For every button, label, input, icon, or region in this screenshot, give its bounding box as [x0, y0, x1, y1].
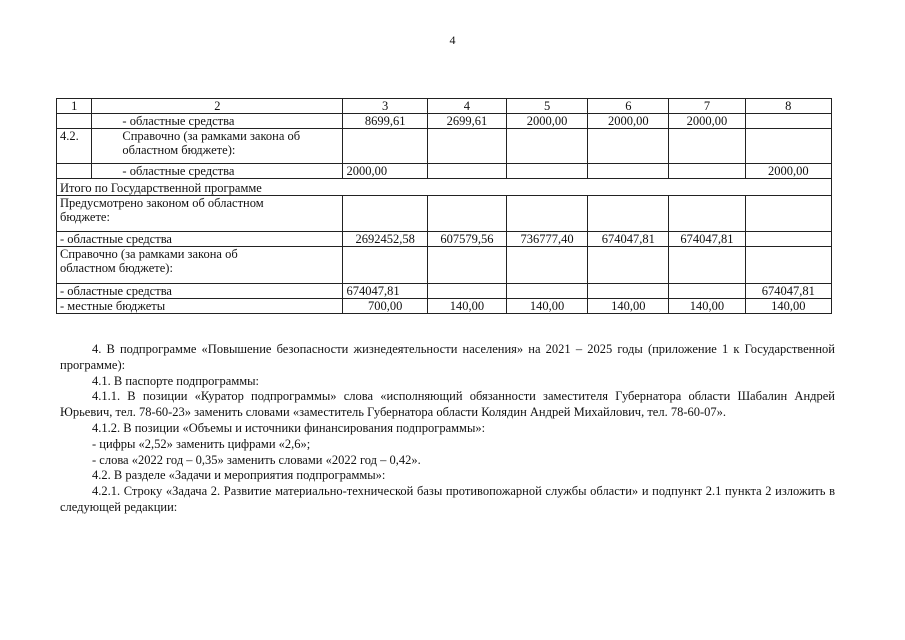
- table-cell: 674047,81: [343, 284, 427, 299]
- table-cell: 674047,81: [669, 232, 745, 247]
- table-cell: [745, 247, 832, 284]
- table-cell: - областные средства: [92, 164, 343, 179]
- table-cell: [669, 284, 745, 299]
- table-row: [57, 284, 832, 299]
- table-cell: 736777,40: [506, 232, 587, 247]
- table-row: [57, 299, 832, 314]
- paragraph: 4.2. В разделе «Задачи и мероприятия подпрограммы»:: [92, 468, 386, 483]
- table-row: [57, 247, 832, 284]
- table-cell: - местные бюджеты: [57, 299, 343, 314]
- table-cell: [745, 196, 832, 232]
- table-cell: [669, 247, 745, 284]
- table-cell: Предусмотрено законом об областном бюджете:: [57, 196, 343, 232]
- table-cell: [506, 129, 587, 164]
- table-cell: 140,00: [427, 299, 506, 314]
- table-row: [57, 164, 832, 179]
- header-cell: 5: [506, 99, 587, 114]
- table-cell: [427, 247, 506, 284]
- table-cell: [669, 196, 745, 232]
- table-cell: 140,00: [669, 299, 745, 314]
- table-cell: - областные средства: [57, 284, 343, 299]
- table-cell: [588, 164, 669, 179]
- table-cell: [588, 129, 669, 164]
- table-cell: [343, 129, 427, 164]
- table-cell: 607579,56: [427, 232, 506, 247]
- table-cell: [745, 114, 832, 129]
- amendment-text: [60, 342, 835, 516]
- table-cell: [745, 129, 832, 164]
- table-cell: - областные средства: [92, 114, 343, 129]
- table-cell: [427, 196, 506, 232]
- paragraph: 4.1.1. В позиции «Куратор подпрограммы» слова «исполняющий обязанности заместителя Губернатора области Шабалин Андрей Юрьевич, тел. 78-60-23» заменить словами «заместитель Губернатора области Колядин Андрей Михайлович, тел. 78-60-07».: [60, 389, 835, 420]
- table-row: [57, 232, 832, 247]
- table-cell: [427, 164, 506, 179]
- table-cell: [427, 284, 506, 299]
- table-cell: 2699,61: [427, 114, 506, 129]
- header-cell: 2: [92, 99, 343, 114]
- table-cell: [506, 196, 587, 232]
- paragraph: 4. В подпрограмме «Повышение безопасности жизнедеятельности населения» на 2021 – 2025 годы (приложение 1 к Государственной программе):: [60, 342, 835, 372]
- list-item: - цифры «2,52» заменить цифрами «2,6»;: [92, 436, 311, 451]
- table-cell: 8699,61: [343, 114, 427, 129]
- paragraph: 4.1. В паспорте подпрограммы:: [92, 373, 260, 388]
- table-cell: 674047,81: [588, 232, 669, 247]
- table-cell: 2000,00: [343, 164, 427, 179]
- table-cell: Справочно (за рамками закона об областном бюджете):: [57, 247, 343, 284]
- paragraph: 4.1.2. В позиции «Объемы и источники финансирования подпрограммы»:: [92, 420, 486, 435]
- table-cell: 2000,00: [669, 114, 745, 129]
- header-cell: 3: [343, 99, 427, 114]
- budget-table: [56, 98, 832, 314]
- table-cell: Справочно (за рамками закона об областном бюджете):: [92, 129, 343, 164]
- table-cell: [343, 247, 427, 284]
- table-cell: Итого по Государственной программе: [57, 179, 832, 196]
- paragraph: 4.2.1. Строку «Задача 2. Развитие материально-технической базы противопожарной службы области» и подпункт 2.1 пункта 2 изложить в следующей редакции:: [60, 484, 835, 514]
- table-cell: [343, 196, 427, 232]
- table-cell: [588, 247, 669, 284]
- table-cell: [745, 232, 832, 247]
- table-cell: [506, 284, 587, 299]
- table-cell: 2000,00: [588, 114, 669, 129]
- table-header-row: [57, 99, 832, 114]
- list-item: - слова «2022 год – 0,35» заменить словами «2022 год – 0,42».: [92, 452, 421, 467]
- table-row: [57, 196, 832, 232]
- header-cell: 1: [57, 99, 92, 114]
- table-row: [57, 114, 832, 129]
- table-cell: 140,00: [588, 299, 669, 314]
- page-number: 4: [449, 33, 456, 47]
- table-cell: 140,00: [745, 299, 832, 314]
- table-row: [57, 179, 832, 196]
- table-cell: - областные средства: [57, 232, 343, 247]
- header-cell: 6: [588, 99, 669, 114]
- header-cell: 4: [427, 99, 506, 114]
- table-cell: [427, 129, 506, 164]
- table-cell: [588, 196, 669, 232]
- table-cell: 4.2.: [57, 129, 92, 164]
- table-cell: 140,00: [506, 299, 587, 314]
- table-cell: 674047,81: [745, 284, 832, 299]
- table-cell: 2000,00: [745, 164, 832, 179]
- header-cell: 7: [669, 99, 745, 114]
- table-cell: 2692452,58: [343, 232, 427, 247]
- header-cell: 8: [745, 99, 832, 114]
- table-cell: [588, 284, 669, 299]
- table-cell: 2000,00: [506, 114, 587, 129]
- table-cell: [506, 164, 587, 179]
- table-row: [57, 129, 832, 164]
- table-cell: [57, 114, 92, 129]
- table-cell: 700,00: [343, 299, 427, 314]
- table-cell: [669, 129, 745, 164]
- table-cell: [57, 164, 92, 179]
- table-cell: [669, 164, 745, 179]
- table-cell: [506, 247, 587, 284]
